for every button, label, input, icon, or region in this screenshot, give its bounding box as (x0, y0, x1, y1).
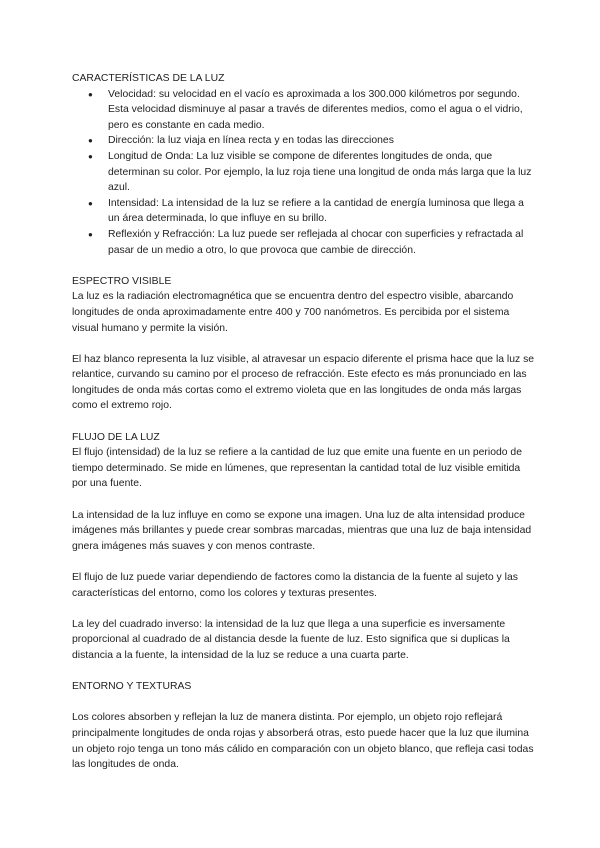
spacer (72, 664, 536, 680)
bullet-item: ● Reflexión y Refracción: La luz puede ser reflejada al chocar con superficies y refractada al pasar de un medio a otro, lo que provoca que cambie de dirección. (108, 227, 536, 258)
bullet-item: ● Intensidad: La intensidad de la luz se refiere a la cantidad de energía luminosa que llega a un área determinada, lo que influye en su brillo. (108, 196, 536, 227)
paragraph: El flujo (intensidad) de la luz se refiere a la cantidad de luz que emite una fuente en un periodo de tiempo determinado. Se mide en lúmenes, que representan la cantidad total de luz visible emitida por una fuente. (72, 447, 522, 490)
spacer (72, 554, 536, 570)
spacer (72, 695, 536, 711)
paragraph: Los colores absorben y reflejan la luz de manera distinta. Por ejemplo, un objeto rojo reflejará principalmente longitudes de onda rojas y absorberá otras, esto puede hacer que la luz que ilumina un objeto rojo tenga un tono más cálido en comparación con un objeto blanco, que refleja casi todas las longitudes de onda. (72, 712, 534, 771)
paragraph: La luz es la radiación electromagnética que se encuentra dentro del espectro visible, abarcando longitudes de onda aproximadamente entre 400 y 700 nanómetros. Es percibida por el sistema visual humano y permite la visión. (72, 291, 514, 334)
paragraph: La intensidad de la luz influye en como se expone una imagen. Una luz de alta intensidad produce imágenes más brillantes y puede crear sombras marcadas, mientras que una luz de baja intensidad gnera imágenes más suaves y con menos contraste. (72, 509, 532, 552)
bullet-item: ● Dirección: la luz viaja en línea recta y en todas las direcciones (108, 133, 536, 149)
section-heading-espectro: ESPECTRO VISIBLE (72, 275, 172, 287)
paragraph: El haz blanco representa la luz visible, al atravesar un espacio diferente el prisma hace que la luz se relantice, curvando su camino por el proceso de refracción. Este efecto es más pronunciado en las longitudes de onda más cortas como el extremo violeta que en las longitudes de onda más largas como el extremo rojo. (72, 353, 535, 412)
spacer (72, 492, 536, 508)
spacer (72, 601, 536, 617)
bullet-list-caracteristicas (72, 87, 536, 259)
spacer (72, 336, 536, 352)
section-heading-flujo: FLUJO DE LA LUZ (72, 431, 160, 443)
bullet-item: ● Longitud de Onda: La luz visible se compone de diferentes longitudes de onda, que determinan su color. Por ejemplo, la luz roja tiene una longitud de onda más larga que la luz azul. (108, 149, 536, 196)
paragraph: La ley del cuadrado inverso: la intensidad de la luz que llega a una superficie es inversamente proporcional al cuadrado de al distancia desde la fuente de luz. Esto significa que si duplicas la distancia a la fuente, la intensidad de la luz se reduce a una cuarta parte. (72, 618, 510, 661)
spacer (72, 414, 536, 430)
bullet-item: ● Velocidad: su velocidad en el vacío es aproximada a los 300.000 kilómetros por segundo. Esta velocidad disminuye al pasar a través de diferentes medios, como el agua o el vidrio, pero es constante en cada medio. (108, 87, 536, 134)
paragraph: El flujo de luz puede variar dependiendo de factores como la distancia de la fuente al sujeto y las características del entorno, como los colores y texturas presentes. (72, 572, 518, 599)
section-heading-caracteristicas: CARACTERÍSTICAS DE LA LUZ (72, 73, 225, 84)
section-heading-entorno: ENTORNO Y TEXTURAS (72, 681, 192, 693)
spacer (72, 258, 536, 274)
